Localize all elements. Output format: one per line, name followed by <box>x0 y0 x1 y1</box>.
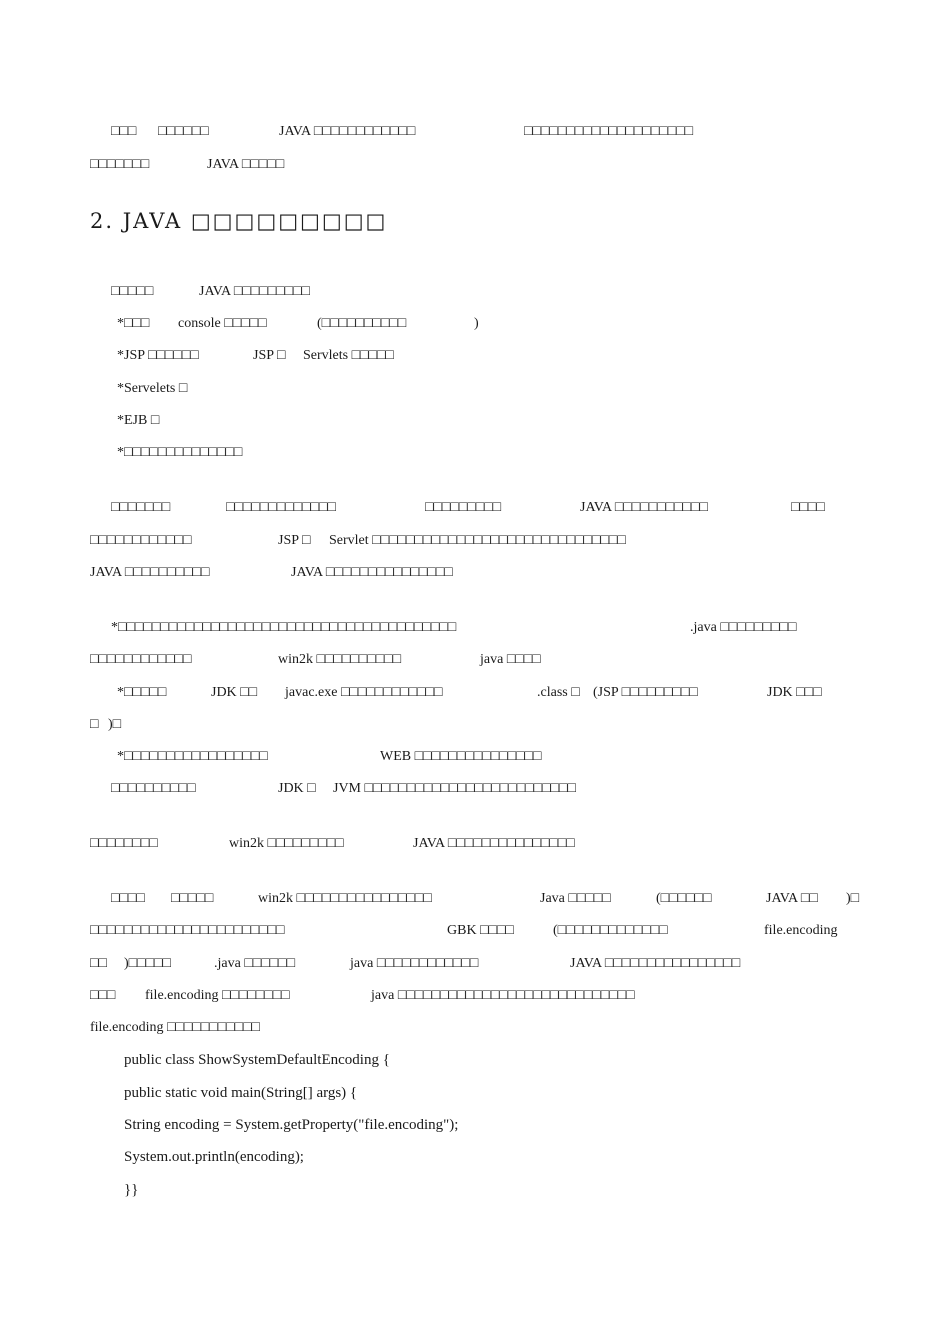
text-segment: JSP □ <box>278 533 311 548</box>
text-segment: JVM □□□□□□□□□□□□□□□□□□□□□□□□□ <box>333 781 576 796</box>
section-heading: 2. JAVA □□□□□□□□□ <box>90 209 388 233</box>
text-segment: □□ <box>90 956 107 971</box>
text-segment: □□□□□□□□□□□□ <box>90 652 192 667</box>
text-segment: JAVA □□□□□□□□□□ <box>90 565 210 580</box>
text-segment: □ <box>90 717 99 732</box>
text-segment: (□□□□□□□□□□□□□ <box>553 923 668 938</box>
text-segment: □□□□□□□ <box>90 157 150 172</box>
text-segment: JDK □ <box>278 781 316 796</box>
text-segment: JAVA □□□□□□□□□□□□□□□ <box>413 836 575 851</box>
text-segment: Servlet □□□□□□□□□□□□□□□□□□□□□□□□□□□□□□ <box>329 533 626 548</box>
code-line: System.out.println(encoding); <box>124 1149 304 1165</box>
text-segment: JDK □□ <box>211 685 258 700</box>
code-line: public static void main(String[] args) { <box>124 1085 358 1101</box>
text-segment: □□□□□□□□□□□□□ <box>226 500 336 515</box>
text-segment: □□□□□□□□□□□□ <box>90 533 192 548</box>
text-segment: WEB □□□□□□□□□□□□□□□ <box>380 749 542 764</box>
text-segment: file.encoding □□□□□□□□□□□ <box>90 1020 260 1035</box>
text-segment: java □□□□□□□□□□□□□□□□□□□□□□□□□□□□ <box>371 988 635 1003</box>
text-segment: JAVA □□□□□ <box>207 157 285 172</box>
text-segment: □□□□□□□□□ <box>425 500 502 515</box>
code-line: String encoding = System.getProperty("file.encoding"); <box>124 1117 459 1133</box>
text-segment: JSP □ <box>253 348 286 363</box>
text-segment: □□□□□□□□□□ <box>111 781 196 796</box>
text-segment: □□□□□ <box>171 891 214 906</box>
text-segment: (□□□□□□ <box>656 891 712 906</box>
text-segment: □□□□□□□□□□□□□□□□□□□□ <box>524 124 694 139</box>
text-segment: (□□□□□□□□□□ <box>317 316 407 331</box>
text-segment: □□□□□□□ <box>111 500 171 515</box>
text-segment: JAVA □□□□□□□□□□□ <box>580 500 708 515</box>
text-segment: file.encoding □□□□□□□□ <box>145 988 290 1003</box>
text-segment: *Servelets □ <box>117 381 188 396</box>
text-segment: JDK □□□ <box>767 685 822 700</box>
text-segment: file.encoding <box>764 923 838 938</box>
text-segment: .java □□□□□□ <box>214 956 296 971</box>
text-segment: Servlets □□□□□ <box>303 348 394 363</box>
text-segment: □□□□□□ <box>158 124 209 139</box>
text-segment: win2k □□□□□□□□□□□□□□□□ <box>258 891 432 906</box>
text-segment: javac.exe □□□□□□□□□□□□ <box>285 685 443 700</box>
text-segment: win2k □□□□□□□□□□ <box>278 652 402 667</box>
text-segment: win2k □□□□□□□□□ <box>229 836 344 851</box>
text-segment: □□□□ <box>791 500 825 515</box>
text-segment: GBK □□□□ <box>447 923 514 938</box>
text-segment: □□□ <box>90 988 116 1003</box>
text-segment: *□□□□□□□□□□□□□□ <box>117 445 243 460</box>
text-segment: *EJB □ <box>117 413 160 428</box>
text-segment: □□□□□ <box>111 284 154 299</box>
text-segment: JAVA □□□□□□□□□ <box>199 284 311 299</box>
text-segment: java □□□□□□□□□□□□ <box>350 956 479 971</box>
text-segment: ) <box>474 316 479 331</box>
text-segment: JAVA □□ <box>766 891 818 906</box>
text-segment: )□ <box>846 891 860 906</box>
text-segment: *□□□□□ <box>117 685 167 700</box>
text-segment: java □□□□ <box>480 652 541 667</box>
code-line: public class ShowSystemDefaultEncoding { <box>124 1052 390 1068</box>
text-segment: *□□□□□□□□□□□□□□□□□□□□□□□□□□□□□□□□□□□□□□□□ <box>111 620 457 635</box>
text-segment: .class □ <box>537 685 580 700</box>
text-segment: □□□□□□□□□□□□□□□□□□□□□□□ <box>90 923 285 938</box>
text-segment: (JSP □□□□□□□□□ <box>593 685 698 700</box>
text-segment: )□□□□□ <box>124 956 171 971</box>
text-segment: Java □□□□□ <box>540 891 611 906</box>
text-segment: *□□□ <box>117 316 150 331</box>
text-segment: JAVA □□□□□□□□□□□□□□□□ <box>570 956 741 971</box>
text-segment: □□□□□□□□ <box>90 836 158 851</box>
text-segment: console □□□□□ <box>178 316 267 331</box>
text-segment: JAVA □□□□□□□□□□□□□□□ <box>291 565 453 580</box>
text-segment: *JSP □□□□□□ <box>117 348 199 363</box>
text-segment: *□□□□□□□□□□□□□□□□□ <box>117 749 268 764</box>
text-segment: □□□□ <box>111 891 145 906</box>
text-segment: )□ <box>108 717 122 732</box>
text-segment: □□□ <box>111 124 137 139</box>
text-segment: JAVA □□□□□□□□□□□□ <box>279 124 416 139</box>
code-line: }} <box>124 1182 139 1198</box>
text-segment: .java □□□□□□□□□ <box>690 620 797 635</box>
